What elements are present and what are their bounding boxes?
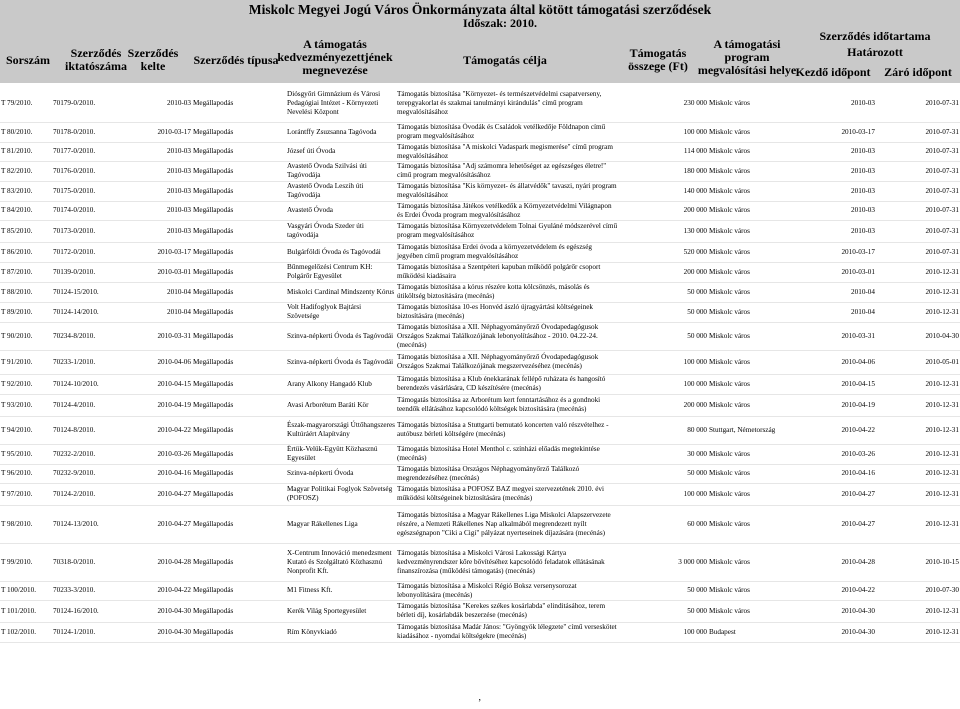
row-celja: Támogatás biztosítása a Stuttgarti bemutató koncerten való részvételhez - autóbusz bérleti költségére (mecénás) [397, 421, 609, 438]
row-sorszam: T 84/2010. [1, 206, 33, 214]
row-helye: Miskolc város [709, 606, 750, 615]
row-kelte: 2010-03 [167, 186, 191, 195]
row-iktatoszam: 70233-1/2010. [53, 357, 96, 366]
row-iktatoszam: 70124-2/2010. [53, 489, 96, 498]
contracts-table [0, 86, 960, 643]
row-kezdo: 2010-04-15 [841, 379, 875, 388]
row-helye: Budapest [709, 627, 736, 636]
row-kelte: 2010-03-17 [157, 127, 191, 136]
row-iktatoszam: 70174-0/2010. [53, 206, 96, 214]
row-helye: Miskolc város [709, 147, 750, 155]
row-helye: Miskolc város [709, 206, 750, 214]
row-iktatoszam: 70176-0/2010. [53, 166, 96, 175]
row-helye: Miskolc város [709, 379, 750, 388]
row-kelte: 2010-03 [167, 206, 191, 214]
row-tipusa: Megállapodás [193, 287, 234, 296]
row-osszeg: 60 000 [687, 519, 707, 528]
row-kezdo: 2010-04-30 [841, 627, 875, 636]
col-header-idotartama: Szerződés időtartama [819, 28, 931, 43]
row-kezdo: 2010-03 [851, 206, 875, 214]
row-celja: Támogatás biztosítása "Adj számomra lehetőséget az egészséges életre!" című program megvalósításához [397, 162, 607, 179]
row-iktatoszam: 70124-16/2010. [53, 606, 99, 615]
table-row [0, 122, 960, 142]
row-osszeg: 50 000 [687, 307, 707, 316]
row-iktatoszam: 70124-13/2010. [53, 519, 99, 528]
table-row [0, 181, 960, 201]
row-zaro: 2010-12-31 [925, 379, 959, 388]
row-zaro: 2010-07-31 [925, 99, 959, 108]
row-kezdo: 2010-04-06 [841, 357, 875, 366]
row-celja: Támogatás biztosítása az Arborétum kert fenntartásához és a gondnoki teendők ellátásához kapcsolódó költségek biztosítására (mecénás) [397, 396, 601, 413]
row-tipusa: Megállapodás [193, 357, 234, 366]
row-iktatoszam: 70124-4/2010. [53, 400, 96, 409]
row-kedvezmenyezett: Avastető Óvoda Szilvási úti Tagóvodája [287, 162, 367, 179]
row-celja: Támogatás biztosítása a Magyar Rákellenes Liga Miskolci Alapszervezete részére, a Nemzeti Rákellenes Nap alkalmából megrendezett nyílt egészségnapon "Ciki a Cigi" pályázat nyerteseinek díjazására (mecénás) [397, 510, 611, 537]
row-celja: Támogatás biztosítása Erdei óvoda a környezetvédelem és egészség jegyében című program megvalósításához [397, 243, 592, 260]
row-kezdo: 2010-04 [851, 287, 875, 296]
row-zaro: 2010-12-31 [925, 449, 959, 458]
col-header-celja: Támogatás célja [463, 52, 547, 67]
col-header-sorszam: Sorszám [6, 52, 50, 67]
row-kelte: 2010-03 [167, 99, 191, 108]
row-celja: Támogatás biztosítása a XII. Néphagyományőrző Óvodapedagógusok Országos Szakmai Találkozójának lebonyolításához - 2010. 04.22-24. (mecénás) [397, 322, 599, 349]
row-tipusa: Megállapodás [193, 586, 234, 594]
row-kezdo: 2010-04-30 [841, 606, 875, 615]
table-row [0, 302, 960, 322]
row-tipusa: Megállapodás [193, 247, 234, 256]
row-kezdo: 2010-04-27 [841, 489, 875, 498]
row-sorszam: T 86/2010. [1, 247, 33, 256]
row-celja: Támogatás biztosítása a Miskolci Városi Lakossági Kártya kedvezményrendszer kőre bővítéséhez kapcsolódó feladatok ellátásának finanszírozása (működési támogatás) (mecénás) [397, 548, 605, 575]
row-celja: Támogatás biztosítása a Klub énekkarának fellépő ruházata és hangosító berendezés vásárlására, CD készítésére (mecénás) [397, 375, 606, 392]
row-celja: Támogatás biztosítása "Kerekes székes kosárlabda" elinditásához, terem bérleti díj, kosárlabdák beszerzése (mecénás) [397, 602, 606, 619]
row-zaro: 2010-07-31 [925, 247, 959, 256]
row-kezdo: 2010-04-22 [841, 425, 875, 434]
row-osszeg: 50 000 [687, 586, 707, 594]
row-iktatoszam: 70124-15/2010. [53, 287, 99, 296]
row-tipusa: Megállapodás [193, 425, 234, 434]
row-osszeg: 3 000 000 [678, 557, 707, 566]
row-kedvezmenyezett: Diósgyőri Gimnázium és Városi Pedagógiai Intézet - Környezeti Nevelési Központ [287, 90, 381, 117]
row-tipusa: Megállapodás [193, 147, 234, 155]
row-kelte: 2010-04-19 [157, 400, 191, 409]
row-kelte: 2010-03-17 [157, 247, 191, 256]
row-helye: Miskolc város [709, 247, 750, 256]
row-zaro: 2010-07-31 [925, 127, 959, 136]
row-iktatoszam: 70124-10/2010. [53, 379, 99, 388]
row-iktatoszam: 70177-0/2010. [53, 147, 96, 155]
row-osszeg: 200 000 [683, 400, 707, 409]
table-row [0, 622, 960, 642]
row-helye: Miskolc város [709, 586, 750, 594]
row-kelte: 2010-03-26 [157, 449, 191, 458]
row-celja: Támogatás biztosítása "A miskolci Vadaspark megismerése" című program megvalósításához [397, 142, 613, 160]
row-zaro: 2010-07-31 [925, 186, 959, 195]
table-row [0, 600, 960, 622]
row-osszeg: 140 000 [683, 186, 707, 195]
row-tipusa: Megállapodás [193, 166, 234, 175]
table-row [0, 416, 960, 444]
row-kelte: 2010-04-30 [157, 606, 191, 615]
row-sorszam: T 96/2010. [1, 469, 33, 477]
row-zaro: 2010-12-31 [925, 519, 959, 528]
table-row [0, 242, 960, 262]
row-celja: Támogatás biztosítása "Környezet- és természetvédelmi csapatverseny, terepgyakorlat és szakmai tanulmányi kirándulás" című program megvalósításához [397, 90, 602, 117]
row-helye: Miskolc város [709, 449, 750, 458]
row-tipusa: Megállapodás [193, 186, 234, 195]
row-zaro: 2010-05-01 [925, 357, 959, 366]
row-kedvezmenyezett: Bulgárföldi Óvoda és Tagóvodái [287, 247, 381, 256]
row-helye: Miskolc város [709, 331, 750, 340]
row-iktatoszam: 70234-8/2010. [53, 331, 96, 340]
row-zaro: 2010-12-31 [925, 489, 959, 498]
row-iktatoszam: 70124-1/2010. [53, 627, 96, 636]
row-tipusa: Megállapodás [193, 267, 234, 276]
row-kelte: 2010-04-16 [157, 469, 191, 477]
row-kedvezmenyezett: Bűnmegelőzési Centrum KH: Polgárőr Egyesület [287, 263, 373, 280]
row-osszeg: 200 000 [683, 206, 707, 214]
row-sorszam: T 90/2010. [1, 331, 33, 340]
row-kedvezmenyezett: Miskolci Cardinal Mindszenty Kórus [287, 287, 395, 296]
row-zaro: 2010-07-31 [925, 206, 959, 214]
row-zaro: 2010-07-31 [925, 226, 959, 235]
row-kelte: 2010-04-06 [157, 357, 191, 366]
row-tipusa: Megállapodás [193, 557, 234, 566]
row-zaro: 2010-04-30 [925, 331, 959, 340]
row-kezdo: 2010-03-01 [841, 267, 875, 276]
row-osszeg: 80 000 [687, 425, 707, 434]
col-header-osszege: Támogatás összege (Ft) [628, 46, 688, 73]
table-row [0, 142, 960, 161]
row-sorszam: T 100/2010. [1, 586, 37, 594]
row-helye: Miskolc város [709, 127, 750, 136]
row-sorszam: T 87/2010. [1, 267, 33, 276]
row-kedvezmenyezett: Szinva-népkerti Óvoda és Tagóvodái [287, 357, 394, 366]
row-osszeg: 100 000 [683, 489, 707, 498]
row-sorszam: T 80/2010. [1, 127, 33, 136]
row-kedvezmenyezett: Vasgyári Óvoda Szeder úti tagóvodája [287, 222, 364, 239]
row-tipusa: Megállapodás [193, 99, 234, 108]
table-row [0, 161, 960, 181]
row-iktatoszam: 70232-9/2010. [53, 469, 96, 477]
row-celja: Támogatás biztosítása Környezetvédelem Tolnai Gyuláné módszerével című program megvalósításához [397, 222, 618, 239]
row-osszeg: 30 000 [687, 449, 707, 458]
row-helye: Miskolc város [709, 489, 750, 498]
row-tipusa: Megállapodás [193, 606, 234, 615]
row-tipusa: Megállapodás [193, 400, 234, 409]
row-helye: Miskolc város [709, 166, 750, 175]
row-tipusa: Megállapodás [193, 226, 234, 235]
row-sorszam: T 89/2010. [1, 307, 33, 316]
row-helye: Miskolc város [709, 287, 750, 296]
row-helye: Miskolc város [709, 267, 750, 276]
row-zaro: 2010-12-31 [925, 425, 959, 434]
row-helye: Miskolc város [709, 357, 750, 366]
row-kezdo: 2010-04-16 [841, 469, 875, 477]
table-row [0, 374, 960, 394]
row-sorszam: T 99/2010. [1, 557, 33, 566]
page-title: Miskolc Megyei Jogú Város Önkormányzata által kötött támogatási szerződések [248, 1, 712, 17]
row-osszeg: 50 000 [687, 606, 707, 615]
row-helye: Miskolc város [709, 307, 750, 316]
row-iktatoszam: 70172-0/2010. [53, 247, 96, 256]
table-header [0, 0, 960, 83]
row-kedvezmenyezett: Magyar Politikai Foglyok Szövetség (POFOSZ) [287, 485, 393, 502]
row-kedvezmenyezett: Avastető Óvoda Leszih úti Tagóvodája [287, 182, 364, 199]
row-sorszam: T 97/2010. [1, 489, 33, 498]
row-kelte: 2010-04-15 [157, 379, 191, 388]
table-row [0, 483, 960, 505]
col-header-iktatoszam: Szerződés iktatószáma [65, 46, 127, 73]
row-tipusa: Megállapodás [193, 379, 234, 388]
row-celja: Támogatás biztosítása a Szentpéteri kapuban működő polgárőr csoport működési kiadásaira [397, 263, 601, 280]
row-tipusa: Megállapodás [193, 127, 234, 136]
row-kezdo: 2010-04-19 [841, 400, 875, 409]
row-zaro: 2010-10-15 [925, 557, 959, 566]
row-kezdo: 2010-03-26 [841, 449, 875, 458]
row-zaro: 2010-12-31 [925, 307, 959, 316]
row-osszeg: 100 000 [683, 627, 707, 636]
row-tipusa: Megállapodás [193, 489, 234, 498]
row-sorszam: T 85/2010. [1, 226, 33, 235]
row-zaro: 2010-12-31 [925, 287, 959, 296]
col-header-hatarozott: Határozott [847, 44, 903, 59]
row-zaro: 2010-07-31 [925, 166, 959, 175]
row-kezdo: 2010-03 [851, 99, 875, 108]
row-kelte: 2010-04-22 [157, 425, 191, 434]
row-kedvezmenyezett: József úti Óvoda [287, 147, 336, 155]
row-tipusa: Megállapodás [193, 449, 234, 458]
row-kedvezmenyezett: Szinva-népkerti Óvoda és Tagóvodái [287, 331, 394, 340]
row-helye: Miskolc város [709, 186, 750, 195]
row-celja: Támogatás biztosítása Madár János: "Gyöngyök lélegzete" című verseskötet kiadásához - nyomdai költségekre (mecénás) [397, 623, 617, 640]
row-iktatoszam: 70124-14/2010. [53, 307, 99, 316]
row-osszeg: 520 000 [683, 247, 707, 256]
row-osszeg: 230 000 [683, 99, 707, 108]
col-header-kezdo: Kezdő időpont [795, 64, 871, 79]
row-zaro: 2010-12-31 [925, 267, 959, 276]
row-osszeg: 114 000 [683, 147, 707, 155]
row-kezdo: 2010-03 [851, 186, 875, 195]
row-kedvezmenyezett: Avasi Arborétum Baráti Kör [287, 400, 369, 409]
row-helye: Miskolc város [709, 99, 750, 108]
row-iktatoszam: 70178-0/2010. [53, 127, 96, 136]
row-kelte: 2010-04 [167, 287, 191, 296]
col-header-zaro: Záró időpont [884, 64, 952, 79]
row-celja: Támogatás biztosítása "Kis környezet- és állatvédők" tavaszi, nyári program megvalósításához [397, 182, 617, 199]
table-row [0, 220, 960, 242]
col-header-helye: A támogatási program megvalósítási helye [697, 36, 797, 77]
row-sorszam: T 83/2010. [1, 186, 33, 195]
row-helye: Miskolc város [709, 469, 750, 477]
row-osszeg: 130 000 [683, 226, 707, 235]
row-sorszam: T 91/2010. [1, 357, 33, 366]
row-kedvezmenyezett: Értük-Velük-Együtt Közhasznú Egyesület [287, 445, 378, 462]
row-tipusa: Megállapodás [193, 519, 234, 528]
row-kedvezmenyezett: Rím Könyvkiadó [287, 627, 337, 636]
col-header-kelte: Szerződés kelte [127, 46, 179, 73]
row-kelte: 2010-04-28 [157, 557, 191, 566]
row-kezdo: 2010-03 [851, 147, 875, 155]
row-kezdo: 2010-04-28 [841, 557, 875, 566]
table-row [0, 505, 960, 543]
row-zaro: 2010-12-31 [925, 627, 959, 636]
table-row [0, 201, 960, 220]
row-kedvezmenyezett: Észak-magyarországi Úttőhangszeres Kultúráért Alapítvány [287, 421, 395, 438]
table-row [0, 444, 960, 464]
table-row [0, 581, 960, 600]
row-kezdo: 2010-03-31 [841, 331, 875, 340]
row-kedvezmenyezett: Volt Hadifoglyok Bajtársi Szövetsége [287, 303, 362, 320]
row-iktatoszam: 70173-0/2010. [53, 226, 96, 235]
row-celja: Támogatás biztosítása a POFOSZ BAZ megyei szervezetének 2010. évi működési költségeinek biztosítására (mecénás) [397, 485, 604, 502]
row-kelte: 2010-04-22 [157, 586, 191, 594]
row-celja: Támogatás biztosítása 10-es Honvéd ászló újragyártási költségeinek biztosítására (mecénás) [397, 303, 593, 320]
row-zaro: 2010-12-31 [925, 606, 959, 615]
row-iktatoszam: 70318-0/2010. [53, 557, 96, 566]
row-kedvezmenyezett: Magyar Rákellenes Liga [287, 519, 358, 528]
row-sorszam: T 95/2010. [1, 449, 33, 458]
table-row [0, 262, 960, 282]
row-celja: Támogatás biztosítása Hotel Menthol c. színházi előadás megtekintése (mecénás) [397, 445, 600, 462]
row-sorszam: T 92/2010. [1, 379, 33, 388]
table-row [0, 394, 960, 416]
row-zaro: 2010-12-31 [925, 469, 959, 477]
row-kedvezmenyezett: Lorántffy Zsuzsanna Tagóvoda [287, 127, 377, 136]
row-celja: Támogatás biztosítása a kórus részére kotta kölcsönzés, másolás és útiköltség biztosítására (mecénás) [397, 283, 590, 300]
row-kezdo: 2010-03 [851, 226, 875, 235]
row-kedvezmenyezett: X-Centrum Innováció menedzsment Kutató és Szolgáltató Közhasznú Nonprofit Kft. [287, 548, 392, 575]
row-kelte: 2010-03 [167, 166, 191, 175]
row-zaro: 2010-07-31 [925, 147, 959, 155]
row-kedvezmenyezett: Kerék Világ Sportegyesület [287, 606, 367, 615]
row-kezdo: 2010-04-27 [841, 519, 875, 528]
row-kezdo: 2010-03-17 [841, 247, 875, 256]
table-row [0, 322, 960, 350]
row-iktatoszam: 70139-0/2010. [53, 267, 96, 276]
row-celja: Támogatás biztosítása a Miskolci Régió Boksz versenysorozat lebonyolítására (mecénás) [397, 581, 577, 599]
row-kelte: 2010-04-27 [157, 489, 191, 498]
table-row [0, 282, 960, 302]
row-osszeg: 200 000 [683, 267, 707, 276]
row-osszeg: 50 000 [687, 469, 707, 477]
row-osszeg: 180 000 [683, 166, 707, 175]
row-sorszam: T 93/2010. [1, 400, 33, 409]
table-row [0, 543, 960, 581]
row-sorszam: T 82/2010. [1, 166, 33, 175]
row-tipusa: Megállapodás [193, 331, 234, 340]
row-celja: Támogatás biztosítása Játékos vetélkedők a Környezetvédelmi Világnapon és Erdei Óvoda program megvalósításához [397, 201, 612, 219]
row-tipusa: Megállapodás [193, 627, 234, 636]
row-celja: Támogatás biztosítása a XII. Néphagyományőrző Óvodapedagógusok Országos Szakmai Találkozójának megszervezéséhez (mecénás) [397, 353, 599, 370]
row-osszeg: 50 000 [687, 287, 707, 296]
row-kelte: 2010-04-27 [157, 519, 191, 528]
row-osszeg: 100 000 [683, 357, 707, 366]
row-helye: Miskolc város [709, 400, 750, 409]
row-kezdo: 2010-03-17 [841, 127, 875, 136]
table-row [0, 86, 960, 122]
row-kelte: 2010-03 [167, 147, 191, 155]
col-header-tipusa: Szerződés típusa [193, 52, 279, 67]
row-sorszam: T 102/2010. [1, 627, 37, 636]
row-kelte: 2010-03-31 [157, 331, 191, 340]
row-helye: Miskolc város [709, 557, 750, 566]
row-kezdo: 2010-04 [851, 307, 875, 316]
row-kedvezmenyezett: Szinva-népkerti Óvoda [287, 469, 354, 477]
row-helye: Miskolc város [709, 226, 750, 235]
row-zaro: 2010-07-30 [925, 586, 959, 594]
row-iktatoszam: 70124-8/2010. [53, 425, 96, 434]
row-kelte: 2010-03 [167, 226, 191, 235]
row-kelte: 2010-04 [167, 307, 191, 316]
row-celja: Támogatás biztosítása Óvodák és Családok vetélkedője Földnapon című program megvalósításához [397, 123, 606, 140]
row-osszeg: 50 000 [687, 331, 707, 340]
row-iktatoszam: 70179-0/2010. [53, 99, 96, 108]
row-tipusa: Megállapodás [193, 469, 234, 477]
row-sorszam: T 88/2010. [1, 287, 33, 296]
row-tipusa: Megállapodás [193, 206, 234, 214]
row-kelte: 2010-03-01 [157, 267, 191, 276]
row-iktatoszam: 70233-3/2010. [53, 586, 96, 594]
period-label: Időszak: 2010. [462, 15, 537, 30]
row-kezdo: 2010-04-22 [841, 586, 875, 594]
row-celja: Támogatás biztosítása Országos Néphagyományőrző Találkozó megrendezéséhez (mecénás) [397, 464, 580, 482]
table-row [0, 350, 960, 374]
row-kedvezmenyezett: Avastető Óvoda [287, 206, 333, 214]
row-sorszam: T 79/2010. [1, 99, 33, 108]
row-tipusa: Megállapodás [193, 307, 234, 316]
row-osszeg: 100 000 [683, 379, 707, 388]
row-osszeg: 100 000 [683, 127, 707, 136]
row-kedvezmenyezett: Arany Alkony Hangadó Klub [287, 379, 372, 388]
row-kezdo: 2010-03 [851, 166, 875, 175]
page-edge-mark: ʼ [478, 698, 482, 709]
row-sorszam: T 81/2010. [1, 147, 33, 155]
row-iktatoszam: 70175-0/2010. [53, 186, 96, 195]
row-sorszam: T 101/2010. [1, 606, 37, 615]
row-kelte: 2010-04-30 [157, 627, 191, 636]
row-sorszam: T 98/2010. [1, 519, 33, 528]
row-sorszam: T 94/2010. [1, 425, 33, 434]
row-helye: Miskolc város [709, 519, 750, 528]
row-kedvezmenyezett: M1 Fitness Kft. [287, 586, 333, 594]
col-header-kedvezmenyezett: A támogatás kedvezményezettjének megnevezése [277, 36, 393, 77]
row-helye: Stuttgart, Németország [709, 425, 776, 434]
row-iktatoszam: 70232-2/2010. [53, 449, 96, 458]
table-row [0, 464, 960, 483]
row-zaro: 2010-12-31 [925, 400, 959, 409]
